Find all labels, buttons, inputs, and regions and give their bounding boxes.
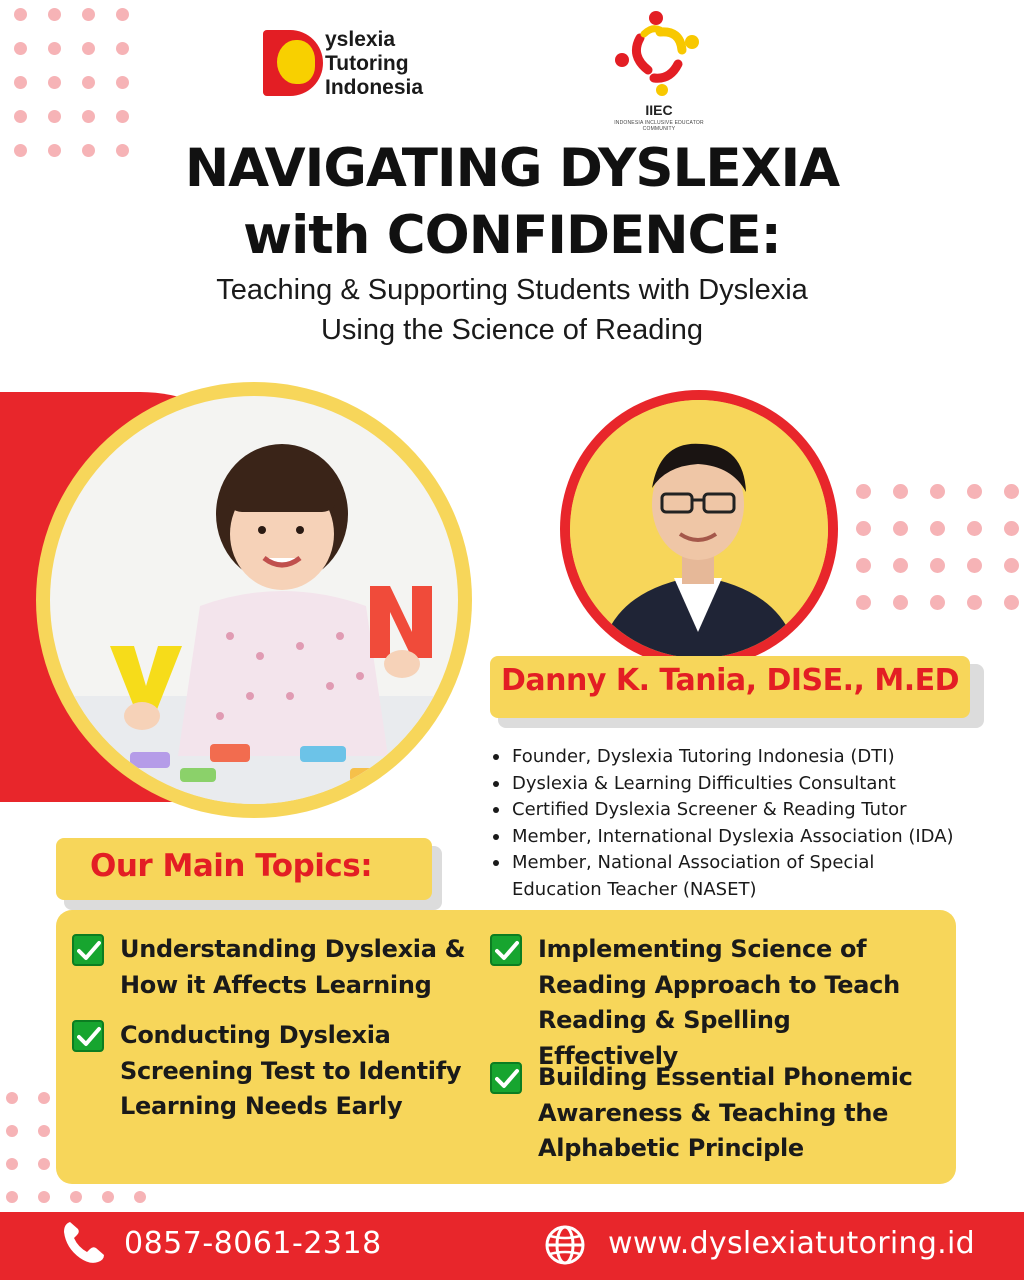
credential-item: Member, National Association of Special Education Teacher (NASET) bbox=[490, 850, 1010, 903]
decorative-dots-top-left bbox=[14, 8, 129, 157]
credential-item: Dyslexia & Learning Difficulties Consultant bbox=[490, 771, 1010, 798]
topic-text: Understanding Dyslexia & How it Affects Learning bbox=[120, 935, 466, 999]
iiec-logo-subtitle: INDONESIA INCLUSIVE EDUCATOR COMMUNITY bbox=[614, 120, 704, 132]
decorative-dots-right bbox=[856, 484, 1019, 610]
phone-icon bbox=[58, 1218, 108, 1268]
iiec-logo-label: IIEC bbox=[645, 102, 673, 118]
speaker-credentials-list bbox=[490, 744, 1010, 904]
footer-phone[interactable]: 0857-8061-2318 bbox=[124, 1226, 382, 1261]
credential-item: Certified Dyslexia Screener & Reading Tutor bbox=[490, 797, 1010, 824]
iiec-logo bbox=[600, 8, 720, 130]
speaker-name: Danny K. Tania, DISE., M.ED bbox=[500, 663, 960, 698]
check-icon bbox=[490, 934, 522, 966]
topic-text: Building Essential Phonemic Awareness & Teaching the Alphabetic Principle bbox=[538, 1063, 913, 1162]
footer-website[interactable]: www.dyslexiatutoring.id bbox=[608, 1226, 975, 1261]
child-photo-frame bbox=[36, 382, 472, 818]
page-title-line-1: NAVIGATING DYSLEXIA bbox=[184, 138, 840, 199]
topics-heading: Our Main Topics: bbox=[90, 848, 373, 884]
iiec-logo-mark bbox=[600, 8, 720, 102]
credential-item: Member, International Dyslexia Association (IDA) bbox=[490, 824, 1010, 851]
page-subtitle-line-1: Teaching & Supporting Students with Dyslexia bbox=[216, 274, 808, 306]
dti-logo-mark bbox=[263, 30, 323, 96]
topic-text: Conducting Dyslexia Screening Test to Identify Learning Needs Early bbox=[120, 1021, 462, 1120]
check-icon bbox=[72, 934, 104, 966]
check-icon bbox=[490, 1062, 522, 1094]
page-title-line-2: with CONFIDENCE: bbox=[243, 205, 781, 266]
speaker-photo-frame bbox=[560, 390, 838, 668]
globe-icon bbox=[544, 1224, 586, 1266]
speaker-photo bbox=[570, 400, 828, 658]
page-subtitle-line-2: Using the Science of Reading bbox=[320, 314, 704, 346]
child-photo bbox=[50, 396, 458, 804]
dti-logo-text: yslexia Tutoring Indonesia bbox=[325, 28, 424, 99]
dti-logo bbox=[263, 28, 463, 100]
topic-text: Implementing Science of Reading Approach to Teach Reading & Spelling Effectively bbox=[538, 935, 900, 1070]
credential-item: Founder, Dyslexia Tutoring Indonesia (DTI) bbox=[490, 744, 1010, 771]
check-icon bbox=[72, 1020, 104, 1052]
